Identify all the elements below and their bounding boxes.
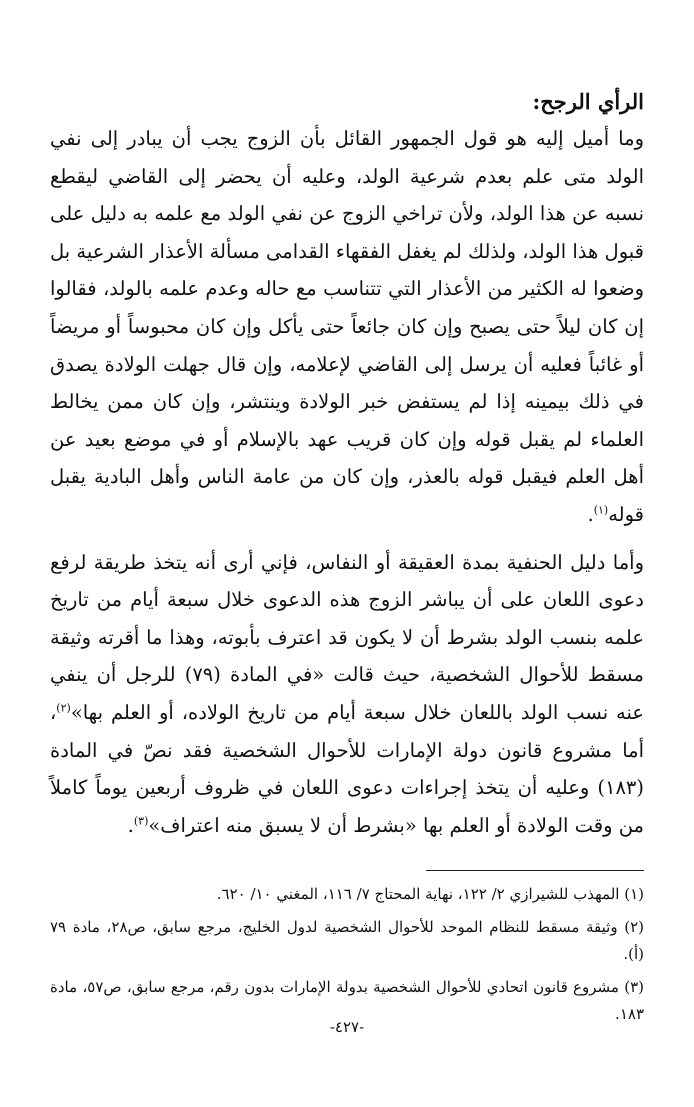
page-body — [50, 88, 644, 1028]
footnote-ref-2: (٢) — [56, 701, 71, 715]
footnote-divider — [426, 870, 644, 871]
footnote-2: (٢) وثيقة مسقط للنظام الموحد للأحوال الشخصية لدول الخليج، مرجع سابق، ص٢٨، مادة ٧٩ (أ). — [50, 918, 644, 964]
footnote-ref-3: (٣) — [133, 814, 149, 828]
paragraph-2-text-a: وأما دليل الحنفية بمدة العقيقة أو النفاس، فإني أرى أنه يتخذ طريقة لرفع دعوى اللعان على أن يباشر الزوج هذه الدعوى خلال سبعة أيام من تاريخ علمه بنسب الولد بشرط أن لا يكون قد اعترف بأبوته، وهذا ما أقرته وثيقة مسقط للأحوال الشخصية، حيث قالت «في المادة (٧٩) للرجل أن ينفي عنه نسب الولد باللعان خلال سبعة أيام من تاريخ الولاده، أو العلم بها» — [50, 550, 645, 724]
footnote-ref-1: (١) — [593, 503, 609, 517]
paragraph-2-text-b: ، أما مشروع قانون دولة الإمارات للأحوال الشخصية فقد نصّ في المادة (١٨٣) وعليه أن يتخذ إجراءات دعوى اللعان في ظروف أربعين يوماً كاملاً من وقت الولادة أو العلم بها «بشرط أن لا يسبق منه اعتراف» — [50, 700, 644, 837]
paragraph-1-end: . — [587, 502, 594, 526]
paragraph-1 — [50, 120, 644, 534]
footnote-1: (١) المهذب للشيرازي ٢/ ١٢٢، نهاية المحتاج ٧/ ١١٦، المغني ١٠/ ٦٢٠. — [216, 885, 644, 904]
paragraph-1-text: وما أميل إليه هو قول الجمهور القائل بأن الزوج يجب أن يبادر إلى نفي الولد متى علم بعدم شرعية الولد، وعليه أن يحضر إلى القاضي ليقطع نسبه عن هذا الولد، ولأن تراخي الزوج عن نفي الولد مع علمه به دليل على قبول هذا الولد، ولذلك لم يغفل الفقهاء القدامى مسألة الأعذار الشرعية بل وضعوا له الكثير من الأعذار التي تتناسب مع حاله وعدم علمه بالولد، فقالوا إن كان ليلاً حتى يصبح وإن كان جائعاً حتى يأكل وإن كان محبوساً أو مريضاً أو غائباً فعليه أن يرسل إلى القاضي لإعلامه، وإن قال جهلت الولادة يصدق في ذلك بيمينه إذا لم يستفض خبر الولادة وينتشر، وإن كان ممن يخالط العلماء لم يقبل قوله وإن كان قريب عهد بالإسلام أو في موضع بعيد عن أهل العلم فيقبل قوله بالعذر، وإن كان من عامة الناس وأهل البادية يقبل قوله — [50, 127, 644, 526]
paragraph-2-end: . — [127, 813, 134, 837]
footnote-3: (٣) مشروع قانون اتحادي للأحوال الشخصية بدولة الإمارات بدون رقم، مرجع سابق، ص٥٧، مادة ١٨٣. — [50, 978, 645, 1024]
page-number: -٤٢٧- — [329, 1018, 365, 1036]
paragraph-2 — [50, 544, 644, 845]
section-heading: الرأي الرجح: — [532, 89, 644, 114]
